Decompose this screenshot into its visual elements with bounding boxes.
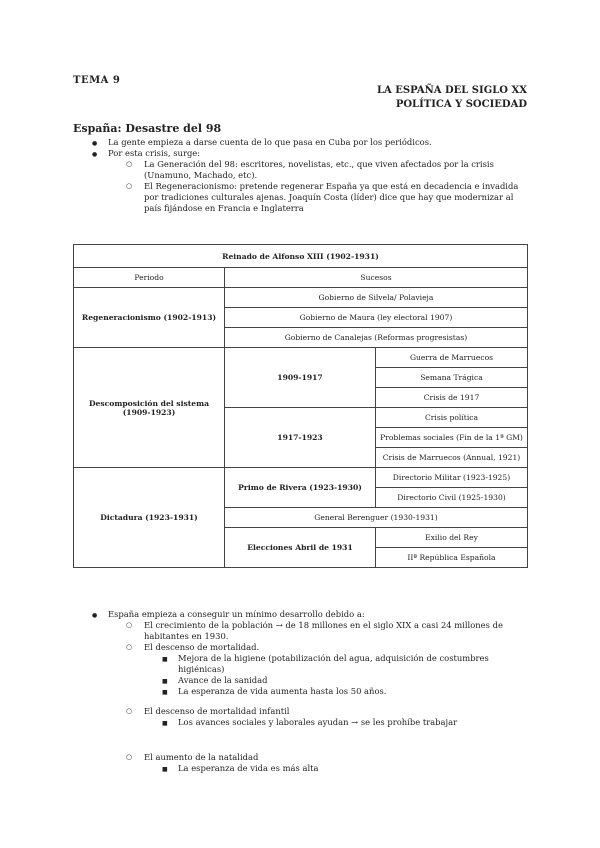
list-item — [144, 686, 532, 697]
period-dictadura: Dictadura (1923-1931) — [74, 468, 225, 568]
detail-text: La esperanza de vida aumenta hasta los 50 años. — [178, 686, 387, 696]
list-item — [144, 675, 532, 686]
list-item — [92, 609, 532, 774]
subperiod-1909-1917: 1909-1917 — [225, 348, 376, 408]
table-cell: Crisis política — [376, 408, 528, 428]
detail-text: La esperanza de vida es más alta — [178, 763, 319, 773]
table-cell: Crisis de Marruecos (Annual, 1921) — [376, 448, 528, 468]
list-item — [108, 752, 532, 774]
sub-bullet-text: El descenso de mortalidad. — [144, 642, 260, 652]
list-item — [108, 181, 532, 214]
subperiod-elecciones: Elecciones Abril de 1931 — [225, 528, 376, 568]
alfonso-xiii-table — [73, 244, 528, 568]
list-item — [108, 620, 532, 642]
sub-bullet-text: El aumento de la natalidad — [144, 752, 259, 762]
col-header-periodo: Periodo — [74, 268, 225, 288]
detail-text: Mejora de la higiene (potabilización del agua, adquisición de costumbres higiénicas) — [178, 653, 489, 674]
section-heading: España: Desastre del 98 — [73, 122, 222, 135]
section1-list — [92, 137, 532, 214]
table-cell: Gobierno de Silvela/ Polavieja — [225, 288, 528, 308]
period-regeneracionismo: Regeneracionismo (1902-1913) — [74, 288, 225, 348]
bullet-text: España empieza a conseguir un mínimo desarrollo debido a: — [108, 609, 365, 619]
list-item — [144, 653, 532, 675]
list-item — [108, 706, 532, 728]
list-item — [144, 717, 532, 728]
list-item — [108, 159, 532, 181]
period-descomposicion: Descomposición del sistema (1909-1923) — [74, 348, 225, 468]
sub-bullet-text: El Regeneracionismo: pretende regenerar España ya que está en decadencia e invadida por tradiciones culturales ajenas. Joaquín Costa (líder) dice que hay que modernizar al país fijándose en Francia e Inglaterra — [144, 181, 519, 213]
tema-label: TEMA 9 — [73, 75, 121, 86]
sub-bullet-text: El crecimiento de la población → de 18 millones en el siglo XIX a casi 24 millones de habitantes en 1930. — [144, 620, 503, 641]
doc-title-line2: POLÍTICA Y SOCIEDAD — [395, 99, 527, 110]
section2-list — [92, 609, 532, 774]
bullet-text: Por esta crisis, surge: — [108, 148, 201, 158]
table-cell: Directorio Civil (1925-1930) — [376, 488, 528, 508]
table-cell: Crisis de 1917 — [376, 388, 528, 408]
table-title: Reinado de Alfonso XIII (1902-1931) — [74, 245, 528, 268]
sub-bullet-text: El descenso de mortalidad infantil — [144, 706, 290, 716]
bullet-text: La gente empieza a darse cuenta de lo que pasa en Cuba por los periódicos. — [108, 137, 432, 147]
table-cell: Semana Trágica — [376, 368, 528, 388]
table-cell: General Berenguer (1930-1931) — [225, 508, 528, 528]
list-item — [108, 642, 532, 697]
table-cell: Exilio del Rey — [376, 528, 528, 548]
list-item — [144, 763, 532, 774]
table-cell: Gobierno de Maura (ley electoral 1907) — [225, 308, 528, 328]
subperiod-1917-1923: 1917-1923 — [225, 408, 376, 468]
table-cell: Directorio Militar (1923-1925) — [376, 468, 528, 488]
list-item — [92, 137, 532, 148]
table-cell: Guerra de Marruecos — [376, 348, 528, 368]
list-item — [92, 148, 532, 214]
sub-bullet-text: La Generación del 98: escritores, novelistas, etc., que viven afectados por la crisis (Unamuno, Machado, etc). — [144, 159, 494, 180]
detail-text: Los avances sociales y laborales ayudan → se les prohíbe trabajar — [178, 717, 458, 727]
subperiod-primo-de-rivera: Primo de Rivera (1923-1930) — [225, 468, 376, 508]
detail-text: Avance de la sanidad — [178, 675, 268, 685]
doc-title-line1: LA ESPAÑA DEL SIGLO XX — [376, 85, 527, 96]
table-cell: Gobierno de Canalejas (Reformas progresistas) — [225, 328, 528, 348]
table-cell: IIª República Española — [376, 548, 528, 568]
col-header-sucesos: Sucesos — [225, 268, 528, 288]
table-cell: Problemas sociales (Fin de la 1ª GM) — [376, 428, 528, 448]
